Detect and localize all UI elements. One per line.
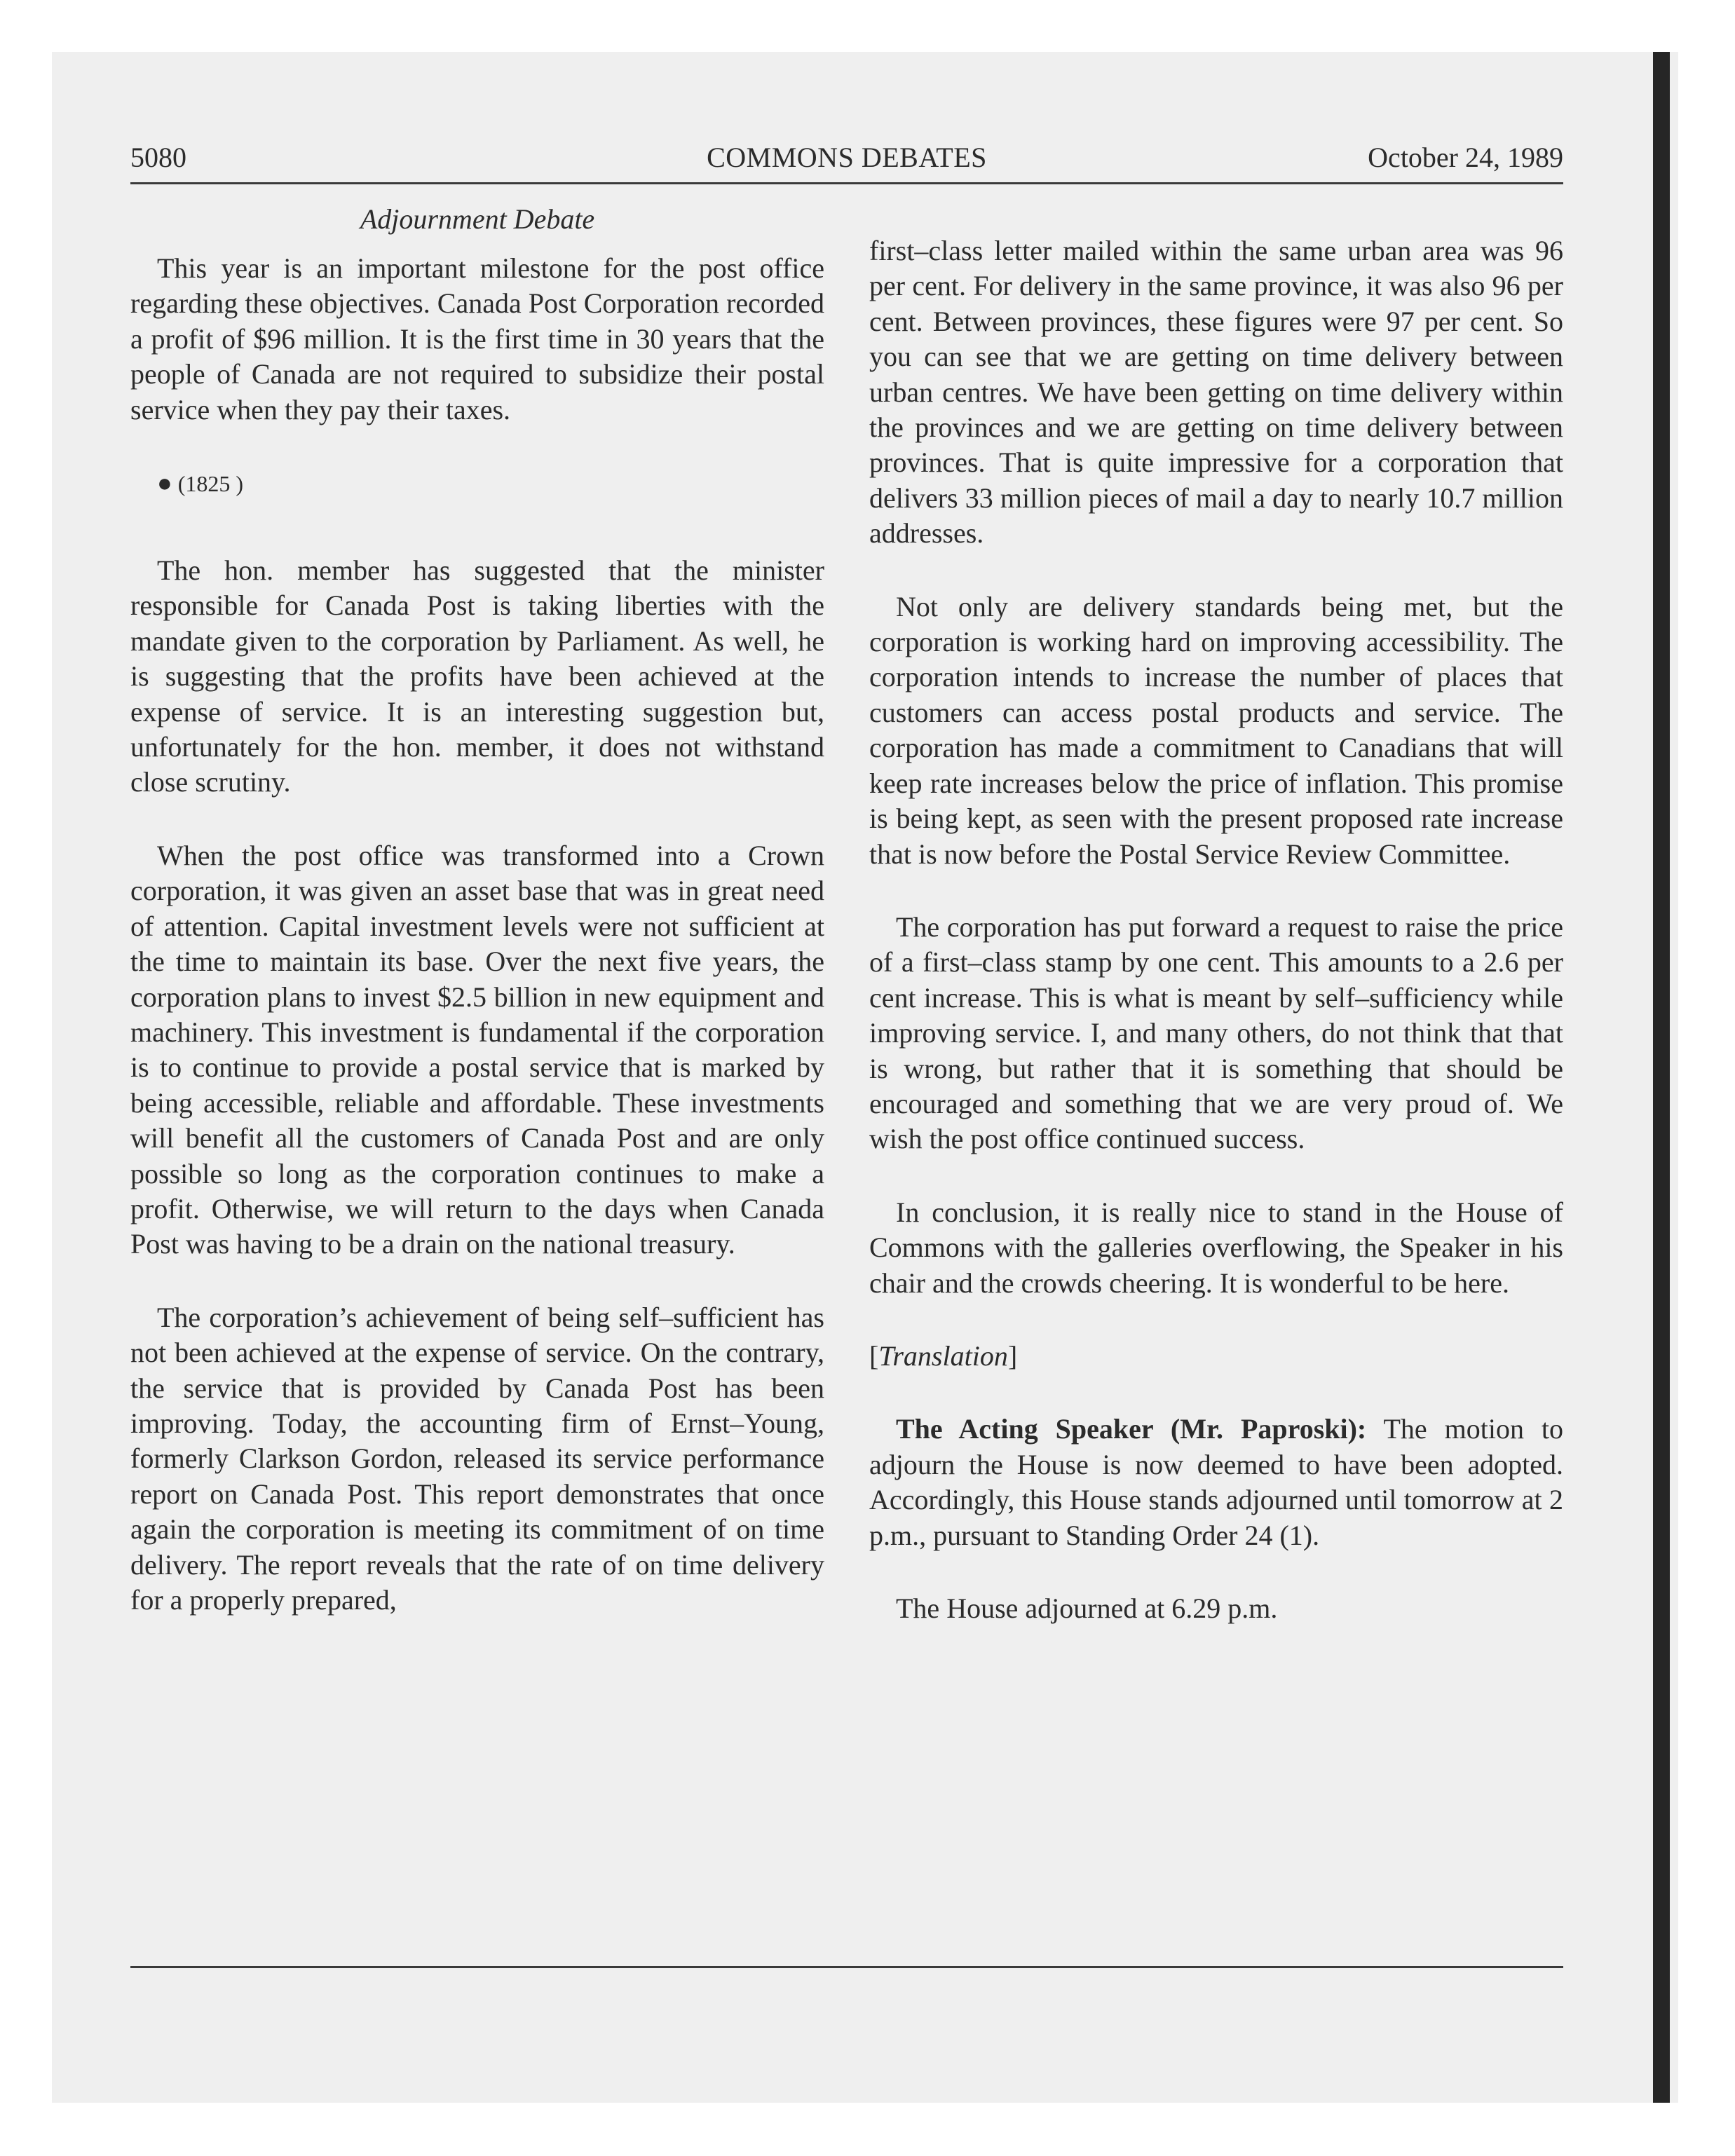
paragraph-continued: first–class letter mailed within the same urban area was 96 per cent. For delivery in the same province, it was also 96 per cent. Between provinces, these figures were 97 per cent. So you can see that we are getting on time delivery between urban centres. We have been getting on time delivery within the provinces and we are getting on time delivery between provinces. That is quite impressive for a corporation that delivers 33 million pieces of mail a day to nearly 10.7 million addresses. bbox=[869, 235, 1563, 550]
page-number: 5080 bbox=[130, 142, 186, 173]
time-marker-text: (1825 ) bbox=[177, 471, 244, 497]
document-page bbox=[130, 133, 1563, 1821]
spacer bbox=[869, 1553, 1563, 1591]
paragraph: The corporation has put forward a request to raise the price of a first–class stamp by one cent. This amounts to a 2.6 per cent increase. This is what is meant by self–sufficiency while improving service. I, and many others, do not think that that is wrong, but rather that it is something that should be encouraged and something that we are very proud of. We wish the post office continued success. bbox=[869, 910, 1563, 1155]
spacer bbox=[869, 552, 1563, 589]
speaker-paragraph bbox=[869, 1412, 1563, 1553]
translation-note: [Translation] bbox=[869, 1339, 1018, 1372]
spacer bbox=[869, 1374, 1563, 1412]
paragraph: When the post office was transformed into a Crown corporation, it was given an asset base that was in great need of attention. Capital investment levels were not sufficient at the time to maintain its base. Over the next five years, the corporation plans to invest $2.5 billion in new equipment and machinery. This investment is fundamental if the corporation is to continue to provide a postal service that is marked by being accessible, reliable and affordable. These investments will benefit all the customers of Canada Post and are only possible so long as the corporation continues to make a profit. Otherwise, we will return to the days when Canada Post was having to be a drain on the national treasury. bbox=[130, 839, 824, 1260]
spacer bbox=[869, 1157, 1563, 1195]
publication-title: COMMONS DEBATES bbox=[707, 142, 987, 173]
paragraph: Not only are delivery standards being met, but the corporation is working hard on improving accessibility. The corporation intends to increase the number of places that customers can access postal products and service. The corporation has made a commitment to Canadians that will keep rate increases below the price of inflation. This promise is being kept, as seen with the present proposed rate increase that is now before the Postal Service Review Committee. bbox=[869, 590, 1563, 870]
spacer bbox=[130, 428, 824, 465]
header-date: October 24, 1989 bbox=[1368, 142, 1563, 173]
translation-note-text: Translation bbox=[878, 1339, 1008, 1372]
left-column bbox=[130, 184, 824, 1618]
spacer bbox=[869, 1301, 1563, 1339]
closing-line: The House adjourned at 6.29 p.m. bbox=[896, 1592, 1278, 1624]
running-header bbox=[130, 133, 1563, 182]
spacer bbox=[130, 800, 824, 838]
bullet-icon: ● bbox=[157, 469, 172, 498]
time-marker bbox=[130, 465, 824, 501]
spacer bbox=[130, 1262, 824, 1300]
spacer bbox=[130, 501, 824, 553]
speaker-text: The motion to adjourn the House is now deemed to have been adopted. Accordingly, this House stands adjourned until tomorrow at 2 p.m., pursuant to Standing Order 24 (1). bbox=[869, 1413, 1563, 1551]
speaker-name: The Acting Speaker (Mr. Paproski): bbox=[896, 1413, 1367, 1445]
paragraph: The corporation’s achievement of being self–sufficient has not been achieved at the expense of service. On the contrary, the service that is provided by Canada Post has been improving. Today, the accounting firm of Ernst–Young, formerly Clarkson Gordon, released its service performance report on Canada Post. This report demonstrates that once again the corporation is meeting its commitment of on time delivery. The report reveals that the rate of on time delivery for a properly prepared, bbox=[130, 1301, 824, 1616]
right-column bbox=[869, 233, 1563, 1626]
two-column-body bbox=[130, 184, 1563, 1821]
section-title: Adjournment Debate bbox=[360, 203, 595, 235]
scan-edge-shadow bbox=[1653, 52, 1670, 2103]
paragraph: The hon. member has suggested that the minister responsible for Canada Post is taking liberties with the mandate given to the corporation by Parliament. As well, he is suggesting that the profits have been achieved at the expense of service. It is an interesting suggestion but, unfortunately for the hon. member, it does not withstand close scrutiny. bbox=[130, 554, 824, 798]
paragraph: In conclusion, it is really nice to stand in the House of Commons with the galleries overflowing, the Speaker in his chair and the crowds cheering. It is wonderful to be here. bbox=[869, 1196, 1563, 1299]
spacer bbox=[869, 872, 1563, 910]
paragraph: This year is an important milestone for the post office regarding these objectives. Canada Post Corporation recorded a profit of $96 million. It is the first time in 30 years that the people of Canada are not required to subsidize their postal service when they pay their taxes. bbox=[130, 252, 824, 425]
footer-rule bbox=[130, 1966, 1563, 1968]
